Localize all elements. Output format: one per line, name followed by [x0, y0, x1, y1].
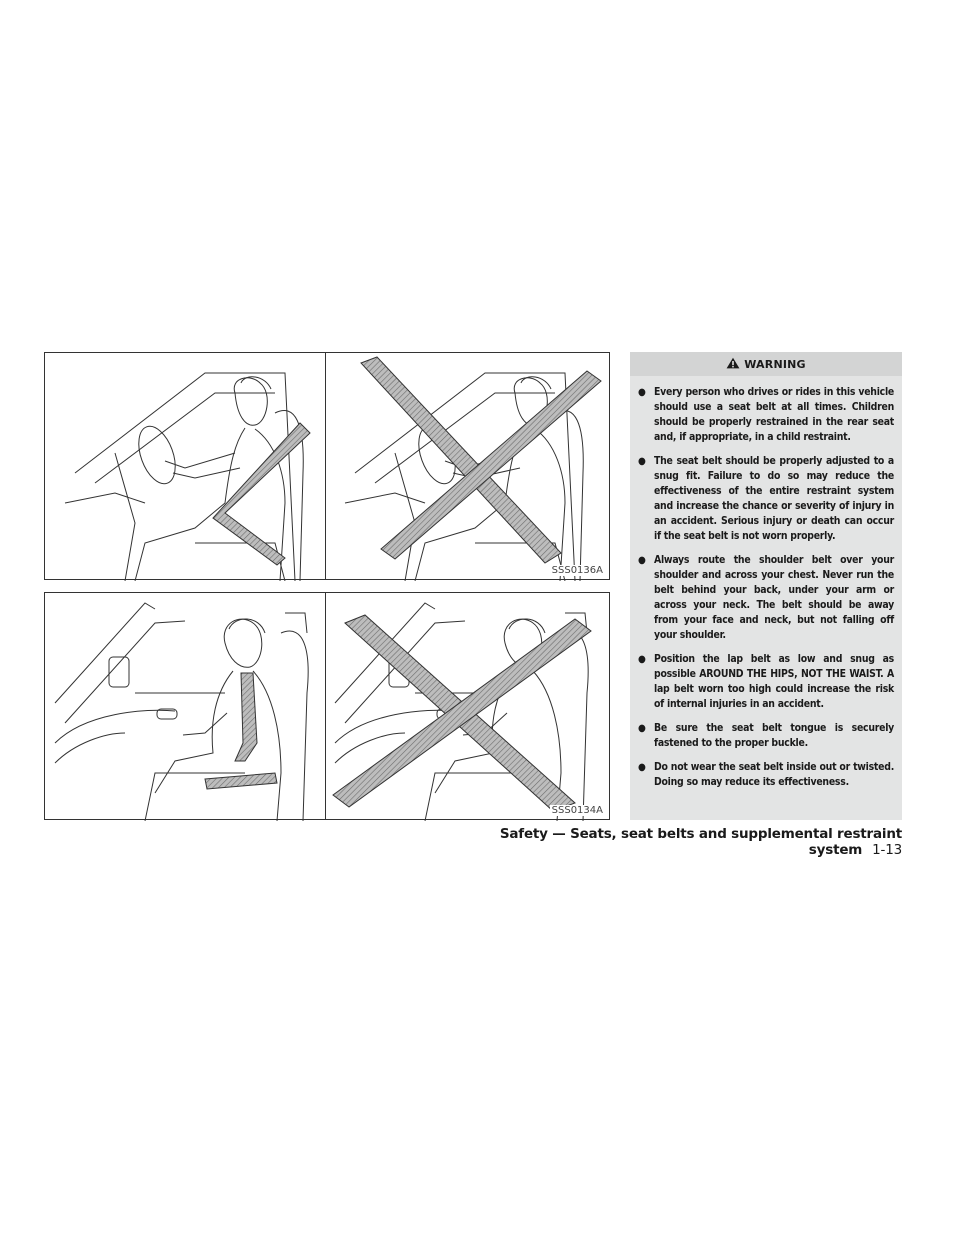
figure-passenger-seatbelt [44, 592, 610, 820]
warning-item: ● Be sure the seat belt tongue is securely fastened to the proper buckle. [638, 722, 894, 749]
warning-list [630, 376, 902, 790]
bullet-icon: ● [638, 456, 646, 467]
warning-item: ● Do not wear the seat belt inside out or twisted. Doing so may reduce its effectiveness. [638, 761, 894, 788]
bullet-icon: ● [638, 762, 646, 773]
bullet-icon: ● [638, 654, 646, 665]
page-footer [452, 826, 902, 858]
warning-item: ● Every person who drives or rides in this vehicle should use a seat belt at all times. Children should be properly restrained in the rear seat and, if appropriate, in a child restraint. [638, 386, 894, 443]
warning-triangle-icon [726, 357, 740, 372]
bullet-icon: ● [638, 723, 646, 734]
figure-divider [325, 593, 326, 819]
figure-driver-seatbelt [44, 352, 610, 580]
figure-code: SSS0136A [551, 565, 603, 576]
page-number: 1-13 [872, 842, 902, 858]
warning-box [630, 352, 902, 820]
figure-divider [325, 353, 326, 579]
bullet-icon: ● [638, 387, 646, 398]
figure-code: SSS0134A [551, 805, 603, 816]
warning-item: ● Always route the shoulder belt over your shoulder and across your chest. Never run the belt behind your back, under your arm or across your neck. The belt should be away from your face and neck, but not falling off your shoulder. [638, 554, 894, 641]
warning-title: WARNING [744, 357, 806, 371]
warning-item: ● Position the lap belt as low and snug as possible AROUND THE HIPS, NOT THE WAIST. A lap belt worn too high could increase the risk of internal injuries in an accident. [638, 653, 894, 710]
driver-seatbelt-illustration [45, 353, 611, 581]
warning-header [630, 352, 902, 376]
warning-item: ● The seat belt should be properly adjusted to a snug fit. Failure to do so may reduce the effectiveness of the entire restraint system and increase the chance or severity of injury in an accident. Serious injury or death can occur if the seat belt is not worn properly. [638, 455, 894, 542]
passenger-seatbelt-illustration [45, 593, 611, 821]
section-title: Safety — Seats, seat belts and supplemental restraint system [499, 826, 902, 858]
bullet-icon: ● [638, 555, 646, 566]
